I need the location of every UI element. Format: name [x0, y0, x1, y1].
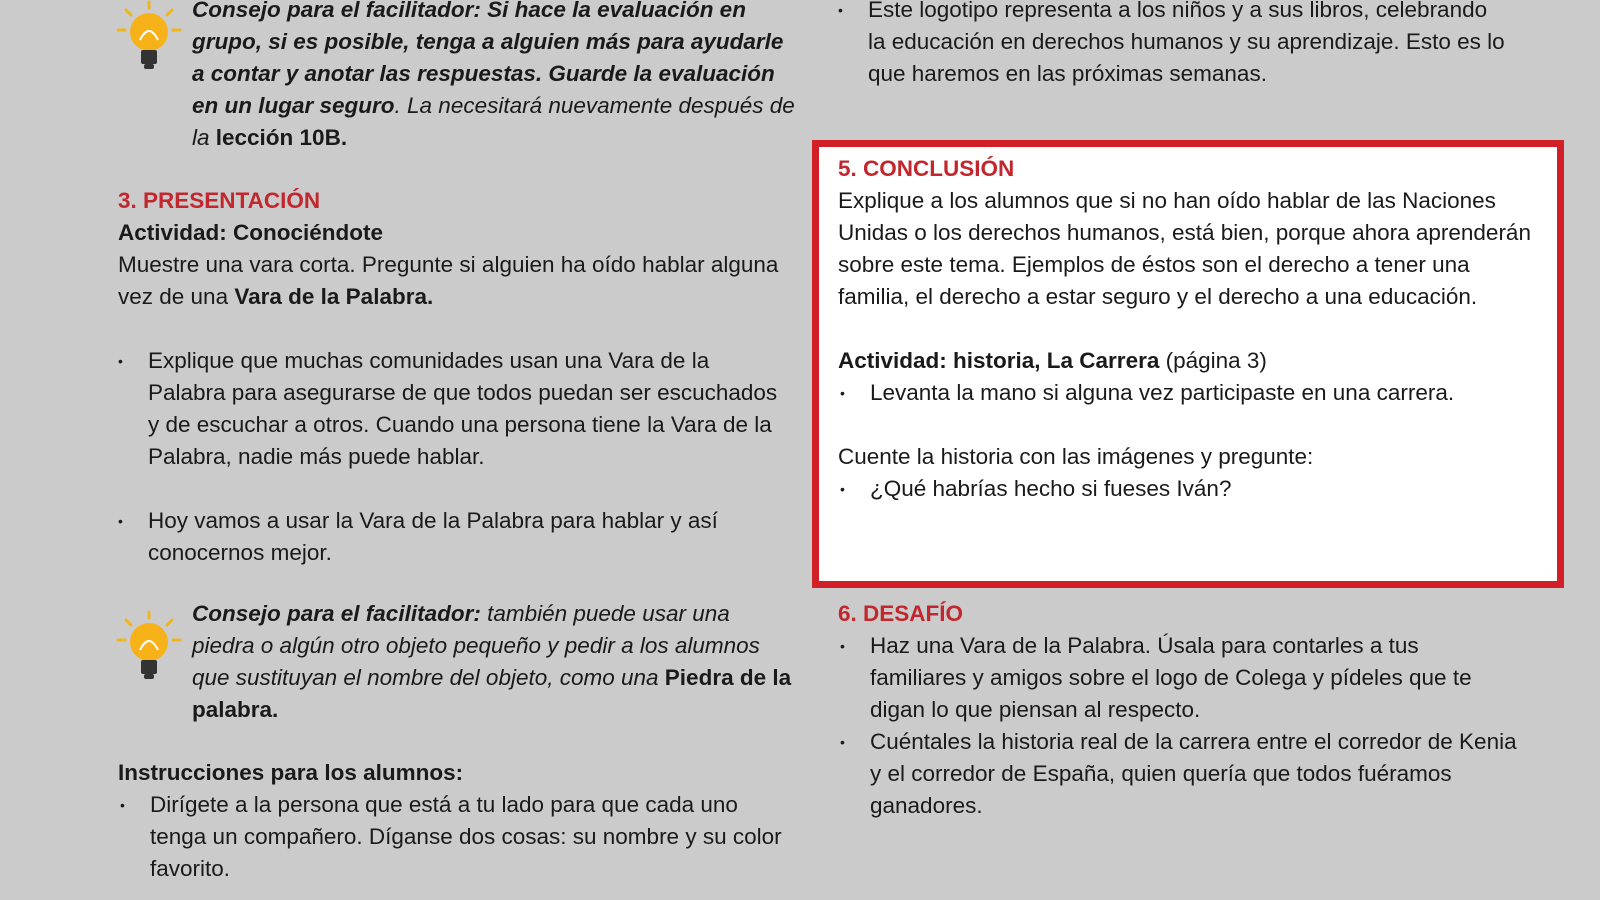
list-item [118, 345, 788, 473]
section-heading-challenge: 6. DESAFÍO [838, 601, 964, 626]
top-bullet-section [838, 0, 1508, 90]
bullet-text: Dirígete a la persona que está a tu lado para que cada uno tenga un compañero. Díganse dos cosas: su nombre y su color favorito. [150, 792, 782, 881]
tip2-bold: Consejo para el facilitador: [192, 601, 481, 626]
bullet-dot: • [838, 2, 843, 18]
intro-text: Muestre una vara corta. Pregunte si alguien ha oído hablar alguna vez de una [118, 252, 779, 309]
bullet-dot: • [840, 481, 845, 497]
activity-rest: (página 3) [1159, 348, 1267, 373]
bullet-dot: • [120, 797, 125, 813]
list-item [840, 473, 1490, 505]
list-item [120, 789, 800, 885]
bullet-dot: • [840, 734, 845, 750]
conclusion-bullets-1 [840, 377, 1490, 409]
bullet-text: Este logotipo representa a los niños y a sus libros, celebrando la educación en derechos humanos y su aprendizaje. Esto es lo que haremos en las próximas semanas. [868, 0, 1505, 86]
tip2-bold-end: Piedra de la palabra. [192, 665, 792, 722]
list-item [840, 726, 1520, 822]
tip2-italic: también puede usar una piedra o algún otro objeto pequeño y pedir a los alumnos que sustituyan el nombre del objeto, como una [192, 601, 760, 690]
challenge-bullets [840, 630, 1520, 822]
bullet-text: Levanta la mano si alguna vez participaste en una carrera. [870, 380, 1455, 405]
conclusion-prompt: Cuente la historia con las imágenes y pregunte: [838, 444, 1314, 469]
tip-bold-end: lección 10B. [215, 125, 348, 150]
instructions-bullets [120, 789, 800, 885]
top-bullets [838, 0, 1508, 90]
list-item [840, 630, 1520, 726]
instructions-heading: Instrucciones para los alumnos: [118, 760, 464, 785]
intro-bold: Vara de la Palabra. [234, 284, 434, 309]
tip-bold-text: Consejo para el facilitador: Si hace la evaluación en grupo, si es posible, tenga a alguien más para ayudarle a contar y anotar las respuestas. Guarde la evaluación en un lugar seguro [192, 0, 784, 118]
bullet-text: Hoy vamos a usar la Vara de la Palabra para hablar y así conocernos mejor. [148, 508, 718, 565]
challenge-section [838, 598, 1538, 822]
tip-italic-text: . La necesitará nuevamente después de la [192, 93, 795, 150]
bullet-text: Cuéntales la historia real de la carrera entre el corredor de Kenia y el corredor de España, quien quería que todos fuéramos ganadores. [870, 729, 1517, 818]
section-heading-presentation: 3. PRESENTACIÓN [118, 188, 321, 213]
list-item [840, 377, 1490, 409]
conclusion-bullets-2 [840, 473, 1490, 505]
lightbulb-icon [114, 0, 184, 80]
section-heading-conclusion: 5. CONCLUSIÓN [838, 156, 1015, 181]
facilitator-tip-1 [192, 0, 802, 154]
instructions-section [118, 757, 808, 885]
conclusion-section [838, 153, 1538, 505]
list-item [118, 505, 788, 569]
list-item [838, 0, 1508, 90]
bullet-dot: • [118, 353, 123, 369]
bullet-dot: • [840, 385, 845, 401]
bullet-text: ¿Qué habrías hecho si fueses Iván? [870, 476, 1232, 501]
lightbulb-icon [114, 610, 184, 690]
activity-bold: Actividad: historia, La Carrera [838, 348, 1160, 373]
bullet-dot: • [118, 513, 123, 529]
conclusion-activity [838, 345, 1538, 377]
presentation-section [118, 185, 798, 569]
conclusion-text: Explique a los alumnos que si no han oído hablar de las Naciones Unidas o los derechos humanos, está bien, porque ahora aprenderán sobre este tema. Ejemplos de éstos son el derecho a tener una familia, el derecho a estar seguro y el derecho a una educación. [838, 188, 1531, 309]
bullet-dot: • [840, 638, 845, 654]
intro-paragraph [118, 249, 798, 313]
bullet-text: Explique que muchas comunidades usan una Vara de la Palabra para asegurarse de que todos puedan ser escuchados y de escuchar a otros. Cuando una persona tiene la Vara de la Palabra, nadie más puede hablar. [148, 348, 778, 469]
activity-title: Actividad: Conociéndote [118, 220, 384, 245]
facilitator-tip-2 [192, 598, 792, 726]
bullet-text: Haz una Vara de la Palabra. Úsala para contarles a tus familiares y amigos sobre el logo de Colega y pídeles que te digan lo que piensan al respecto. [870, 633, 1472, 722]
presentation-bullets [118, 345, 788, 569]
